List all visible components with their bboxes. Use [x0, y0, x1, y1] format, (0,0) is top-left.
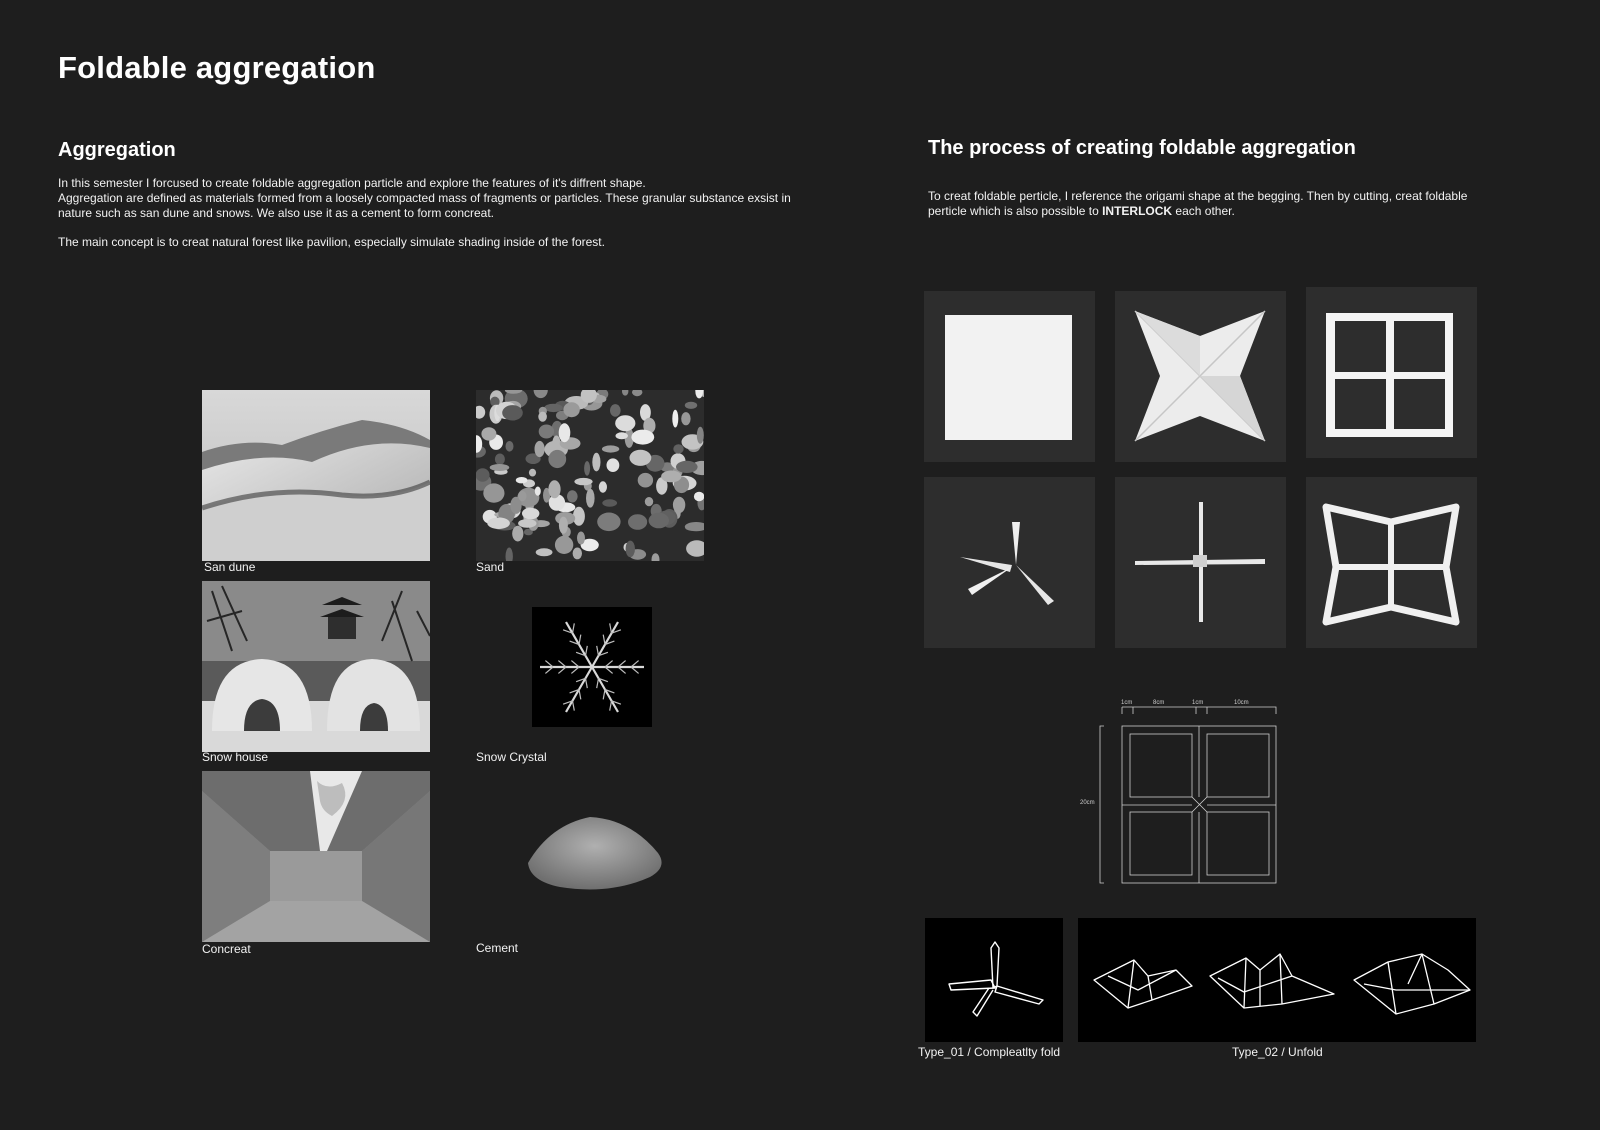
sand-grains-photo [476, 390, 704, 561]
process-description [928, 189, 1488, 219]
step-folded-cross-particle [1115, 477, 1286, 648]
cement-pile-photo [520, 805, 670, 905]
dim-label-1: 1cm [1121, 700, 1133, 706]
caption-type-01: Type_01 / Compleatlty fold [918, 1045, 1061, 1059]
step-unfolded-star-frame [1306, 477, 1477, 648]
process-text-bold: INTERLOCK [1102, 204, 1173, 218]
section-heading-process: The process of creating foldable aggregation [928, 137, 1356, 159]
caption-snow-crystal: Snow Crystal [476, 750, 547, 764]
caption-concreat: Concreat [202, 942, 251, 956]
process-text-before: To creat foldable perticle, I reference the origami shape at the begging. Then by cutting, creat foldable perticle which is also possible to [928, 189, 1468, 218]
concrete-room-photo [202, 771, 430, 942]
dimension-diagram [1078, 698, 1282, 890]
step-cut-window-frame [1306, 287, 1477, 458]
type-02-unfold-drawing [1078, 918, 1476, 1042]
dim-label-3: 1cm [1192, 700, 1204, 706]
caption-san-dune: San dune [204, 560, 256, 574]
caption-type-02: Type_02 / Unfold [1232, 1045, 1323, 1059]
dim-label-2: 8cm [1153, 700, 1165, 706]
aggregation-paragraph-2: Aggregation are defined as materials formed from a loosely compacted mass of fragments or particles. These granular substance exsist in nature such as san dune and snows. We also use it as a cement to form concreat. [58, 191, 791, 220]
caption-cement: Cement [476, 941, 519, 955]
step-folded-origami-star [1115, 291, 1286, 462]
section-heading-aggregation: Aggregation [58, 139, 176, 161]
type-01-fold-drawing [925, 918, 1063, 1042]
snow-house-photo [202, 581, 430, 752]
snow-crystal-photo [532, 607, 652, 727]
aggregation-paragraph-3: The main concept is to creat natural forest like pavilion, especially simulate shading inside of the forest. [58, 235, 605, 249]
caption-sand: Sand [476, 560, 505, 574]
dim-label-4: 10cm [1234, 700, 1249, 706]
aggregation-description [58, 176, 818, 250]
dim-label-side: 20cm [1080, 800, 1095, 806]
process-text-after: each other. [1172, 204, 1235, 218]
step-flat-paper-square [924, 291, 1095, 462]
sand-dune-photo [202, 390, 430, 561]
page-title: Foldable aggregation [58, 50, 376, 85]
aggregation-paragraph-1: In this semester I forcused to create foldable aggregation particle and explore the features of it's diffrent shape. [58, 176, 646, 190]
step-folded-tripod-particle [924, 477, 1095, 648]
caption-snow-house: Snow house [202, 750, 269, 764]
